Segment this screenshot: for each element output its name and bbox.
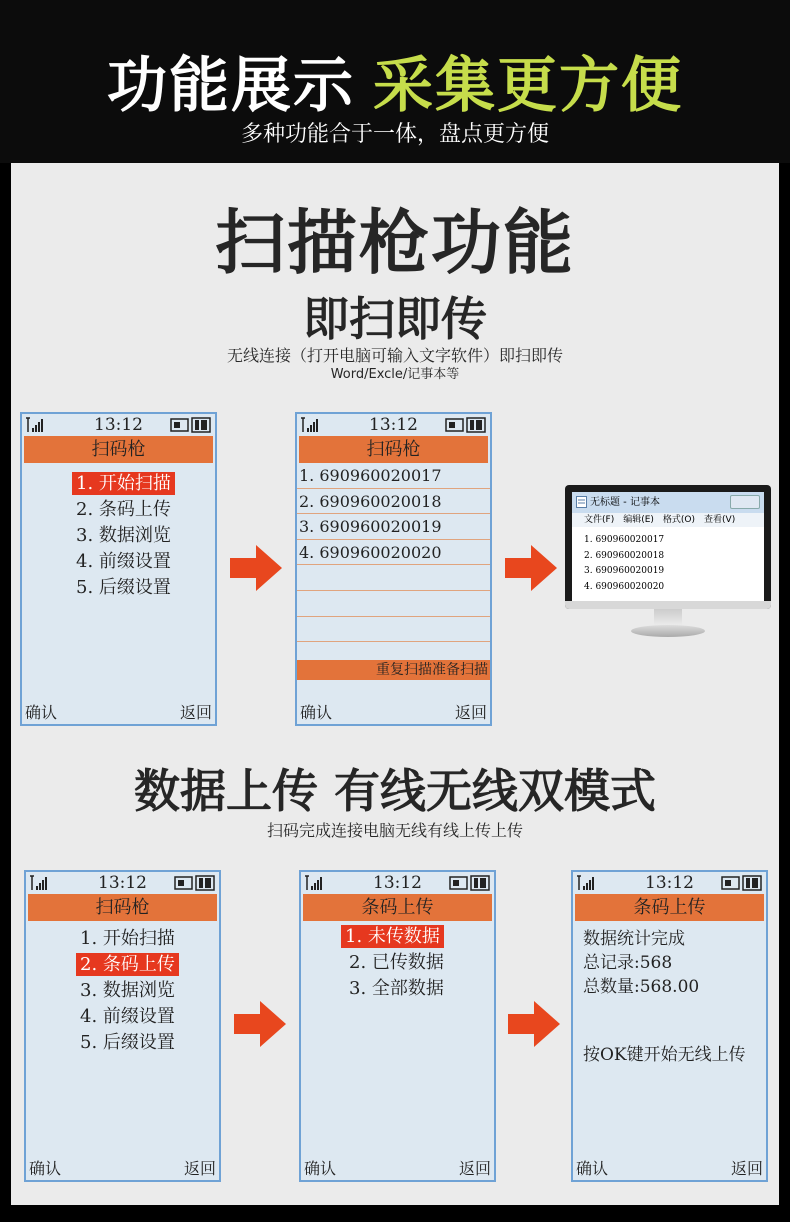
right-arrow-icon <box>505 545 557 591</box>
notepad-line: 3. 690960020019 <box>584 566 665 576</box>
right-arrow-icon <box>230 545 282 591</box>
menu-item-browse[interactable]: 3. 数据浏览 <box>76 525 171 546</box>
menu-item-start-scan[interactable]: 1. 开始扫描 <box>80 928 175 949</box>
menu-item-prefix[interactable]: 4. 前缀设置 <box>76 551 171 572</box>
screen-title: 扫码枪 <box>299 436 488 463</box>
status-bar <box>22 414 215 436</box>
status-bar <box>301 872 494 894</box>
code-row: 2. 690960020018 <box>297 489 490 515</box>
total-quantity-text: 总数量:568.00 <box>583 977 700 997</box>
screen-title: 扫码枪 <box>24 436 213 463</box>
monitor-chin <box>565 601 771 609</box>
back-softkey[interactable]: 返回 <box>458 1159 491 1178</box>
back-softkey[interactable]: 返回 <box>730 1159 763 1178</box>
back-softkey[interactable]: 返回 <box>454 703 487 722</box>
total-records-text: 总记录:568 <box>583 953 673 973</box>
computer-monitor <box>565 485 771 655</box>
status-bar <box>297 414 490 436</box>
battery-icon <box>445 417 487 433</box>
notepad-window <box>572 492 764 602</box>
clock: 13:12 <box>373 873 422 893</box>
section1-apps: Word/Excle/记事本等 <box>330 367 460 382</box>
status-bar <box>26 872 219 894</box>
notepad-title: 无标题 - 记事本 <box>590 497 660 508</box>
menu-item-upload[interactable]: 2. 条码上传 <box>26 952 219 978</box>
menu-item-suffix[interactable]: 5. 后缀设置 <box>80 1032 175 1053</box>
confirm-softkey[interactable]: 确认 <box>25 703 58 722</box>
banner-title <box>0 38 790 124</box>
scanner-menu-screen <box>20 412 217 726</box>
section1-title: 扫描枪功能 <box>215 202 575 284</box>
notepad-line: 1. 690960020017 <box>584 535 665 545</box>
screen-title: 扫码枪 <box>28 894 217 921</box>
menu-file[interactable]: 文件(F) <box>584 515 615 525</box>
screen-title: 条码上传 <box>303 894 492 921</box>
menu-item-upload[interactable]: 2. 条码上传 <box>76 499 171 520</box>
scan-status-bar: 重复扫描准备扫描 <box>297 660 490 680</box>
banner-title-highlight: 采集更方便 <box>373 51 683 121</box>
menu-item-browse[interactable]: 3. 数据浏览 <box>80 980 175 1001</box>
section2-title: 数据上传 有线无线双模式 <box>133 764 656 818</box>
banner-title-main: 功能展示 <box>107 51 355 121</box>
notepad-menubar <box>572 513 764 527</box>
monitor-stand <box>631 625 705 637</box>
empty-row <box>297 591 490 617</box>
upload-summary-screen <box>571 870 768 1182</box>
clock: 13:12 <box>645 873 694 893</box>
menu-item-suffix[interactable]: 5. 后缀设置 <box>76 577 171 598</box>
confirm-softkey[interactable]: 确认 <box>29 1159 62 1178</box>
menu-item-unsent-data[interactable]: 1. 未传数据 <box>301 924 494 950</box>
confirm-softkey[interactable]: 确认 <box>576 1159 609 1178</box>
clock: 13:12 <box>369 415 418 435</box>
menu-item-sent-data[interactable]: 2. 已传数据 <box>349 952 444 973</box>
header-banner <box>0 0 790 163</box>
screen-title: 条码上传 <box>575 894 764 921</box>
back-softkey[interactable]: 返回 <box>183 1159 216 1178</box>
menu-item-all-data[interactable]: 3. 全部数据 <box>349 978 444 999</box>
menu-view[interactable]: 查看(V) <box>704 515 736 525</box>
clock: 13:12 <box>98 873 147 893</box>
code-row: 4. 690960020020 <box>297 540 490 566</box>
notepad-line: 4. 690960020020 <box>584 581 665 592</box>
notepad-line: 2. 690960020018 <box>584 550 665 561</box>
empty-row <box>297 617 490 643</box>
right-arrow-icon <box>234 1001 286 1047</box>
menu-item-prefix[interactable]: 4. 前缀设置 <box>80 1006 175 1027</box>
banner-subtitle: 多种功能合于一体，盘点更方便 <box>240 122 549 147</box>
menu-item-start-scan[interactable]: 1. 开始扫描 <box>22 471 215 497</box>
battery-icon <box>174 875 216 891</box>
notepad-icon <box>576 496 587 508</box>
status-bar <box>573 872 766 894</box>
section1-desc: 无线连接（打开电脑可输入文字软件）即扫即传 <box>226 346 563 365</box>
scanner-menu-screen-upload <box>24 870 221 1182</box>
battery-icon <box>721 875 763 891</box>
section1-subtitle: 即扫即传 <box>303 292 487 346</box>
empty-row <box>297 565 490 591</box>
code-row: 1. 690960020017 <box>297 463 490 489</box>
notepad-text-area[interactable] <box>572 527 764 595</box>
clock: 13:12 <box>94 415 143 435</box>
right-arrow-icon <box>508 1001 560 1047</box>
window-control-button[interactable] <box>730 495 760 509</box>
confirm-softkey[interactable]: 确认 <box>300 703 333 722</box>
battery-icon <box>449 875 491 891</box>
menu-edit[interactable]: 编辑(E) <box>623 515 654 525</box>
menu-format[interactable]: 格式(O) <box>662 515 696 525</box>
notepad-titlebar <box>572 492 764 513</box>
battery-icon <box>170 417 212 433</box>
confirm-softkey[interactable]: 确认 <box>304 1159 337 1178</box>
back-softkey[interactable]: 返回 <box>179 703 212 722</box>
monitor-bezel <box>565 485 771 609</box>
section2-subtitle: 扫码完成连接电脑无线有线上传上传 <box>266 821 523 840</box>
upload-prompt-text: 按OK键开始无线上传 <box>583 1045 746 1065</box>
upload-menu-screen <box>299 870 496 1182</box>
code-row: 3. 690960020019 <box>297 514 490 540</box>
scanned-codes-screen <box>295 412 492 726</box>
stats-complete-text: 数据统计完成 <box>583 929 685 949</box>
